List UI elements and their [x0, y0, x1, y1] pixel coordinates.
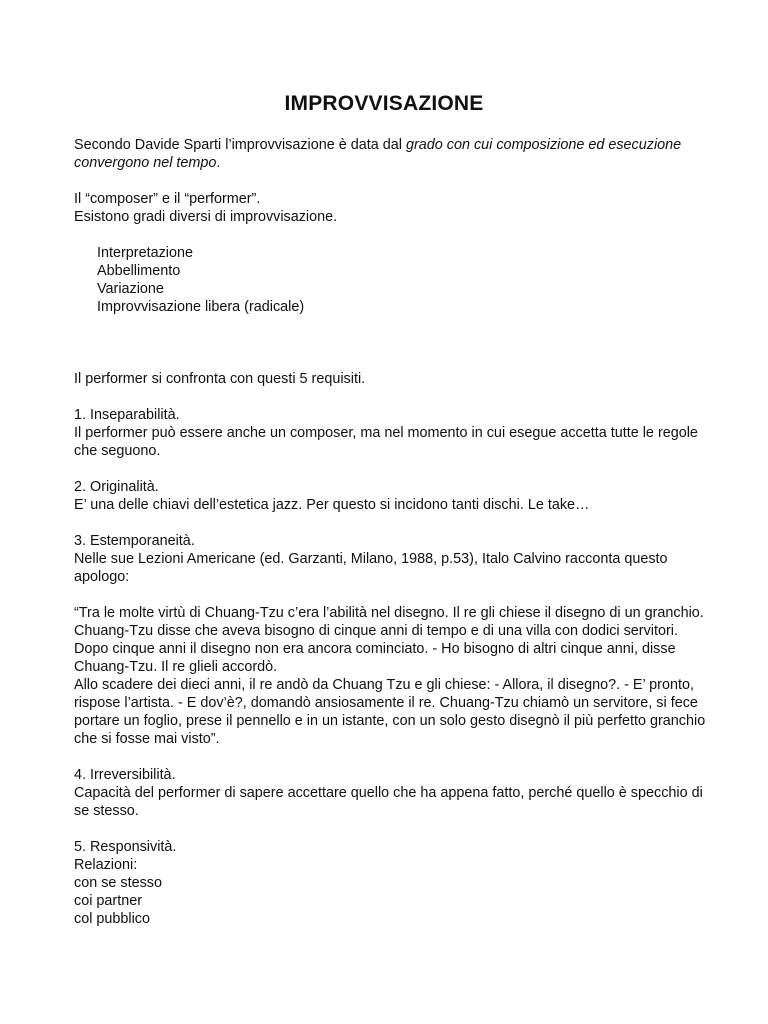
- grade-item: Variazione: [97, 281, 164, 297]
- grade-item: Interpretazione: [97, 245, 193, 261]
- grade-item: Improvvisazione libera (radicale): [97, 299, 305, 315]
- section-body: Il performer può essere anche un composer, ma nel momento in cui esegue accetta tutte le regole che seguono.: [74, 425, 698, 459]
- document-body: [74, 136, 714, 928]
- grade-item: Abbellimento: [97, 263, 181, 279]
- section-body: E’ una delle chiavi dell’estetica jazz. Per questo si incidono tanti dischi. Le take…: [74, 497, 590, 513]
- relazione-item: con se stesso: [74, 875, 162, 891]
- section-heading: 3. Estemporaneità.: [74, 533, 195, 549]
- intro-emphasis: grado con cui composizione ed esecuzione convergono nel tempo: [74, 137, 682, 171]
- requisiti-intro: Il performer si confronta con questi 5 requisiti.: [74, 371, 366, 387]
- section-heading: 4. Irreversibilità.: [74, 767, 176, 783]
- section-body: Capacità del performer di sapere accettare quello che ha appena fatto, perché quello è specchio di se stesso.: [74, 785, 703, 819]
- page-title: IMPROVVISAZIONE: [284, 92, 484, 115]
- composer-line: Il “composer” e il “performer”.: [74, 191, 261, 207]
- section-heading: 5. Responsività.: [74, 839, 177, 855]
- section-heading: 1. Inseparabilità.: [74, 407, 180, 423]
- relazioni-label: Relazioni:: [74, 857, 138, 873]
- section-heading: 2. Originalità.: [74, 479, 159, 495]
- section-body: Nelle sue Lezioni Americane (ed. Garzanti, Milano, 1988, p.53), Italo Calvino racconta questo apologo:: [74, 551, 668, 585]
- gradi-line: Esistono gradi diversi di improvvisazione.: [74, 209, 338, 225]
- intro-end: .: [216, 155, 221, 171]
- relazione-item: coi partner: [74, 893, 142, 909]
- relazione-item: col pubblico: [74, 911, 151, 927]
- quote-paragraph: Allo scadere dei dieci anni, il re andò da Chuang Tzu e gli chiese: - Allora, il disegno?. - E’ pronto, rispose l’artista. - E dov’è?, domandò ansiosamente il re. Chuang-Tzu chiamò un servitore, si fece portare un foglio, prese il pennello e in un istante, con un solo gesto disegnò il più perfetto granchio che si fosse mai visto”.: [74, 677, 706, 747]
- quote-paragraph: “Tra le molte virtù di Chuang-Tzu c’era l’abilità nel disegno. Il re gli chiese il disegno di un granchio. Chuang-Tzu disse che aveva bisogno di cinque anni di tempo e di una villa con dodici servitori. Dopo cinque anni il disegno non era ancora cominciato. - Ho bisogno di altri cinque anni, disse Chuang-Tzu. Il re glieli accordò.: [74, 605, 704, 675]
- intro-paragraph: [74, 136, 714, 172]
- intro-text: Secondo Davide Sparti l’improvvisazione è data dal: [74, 137, 406, 153]
